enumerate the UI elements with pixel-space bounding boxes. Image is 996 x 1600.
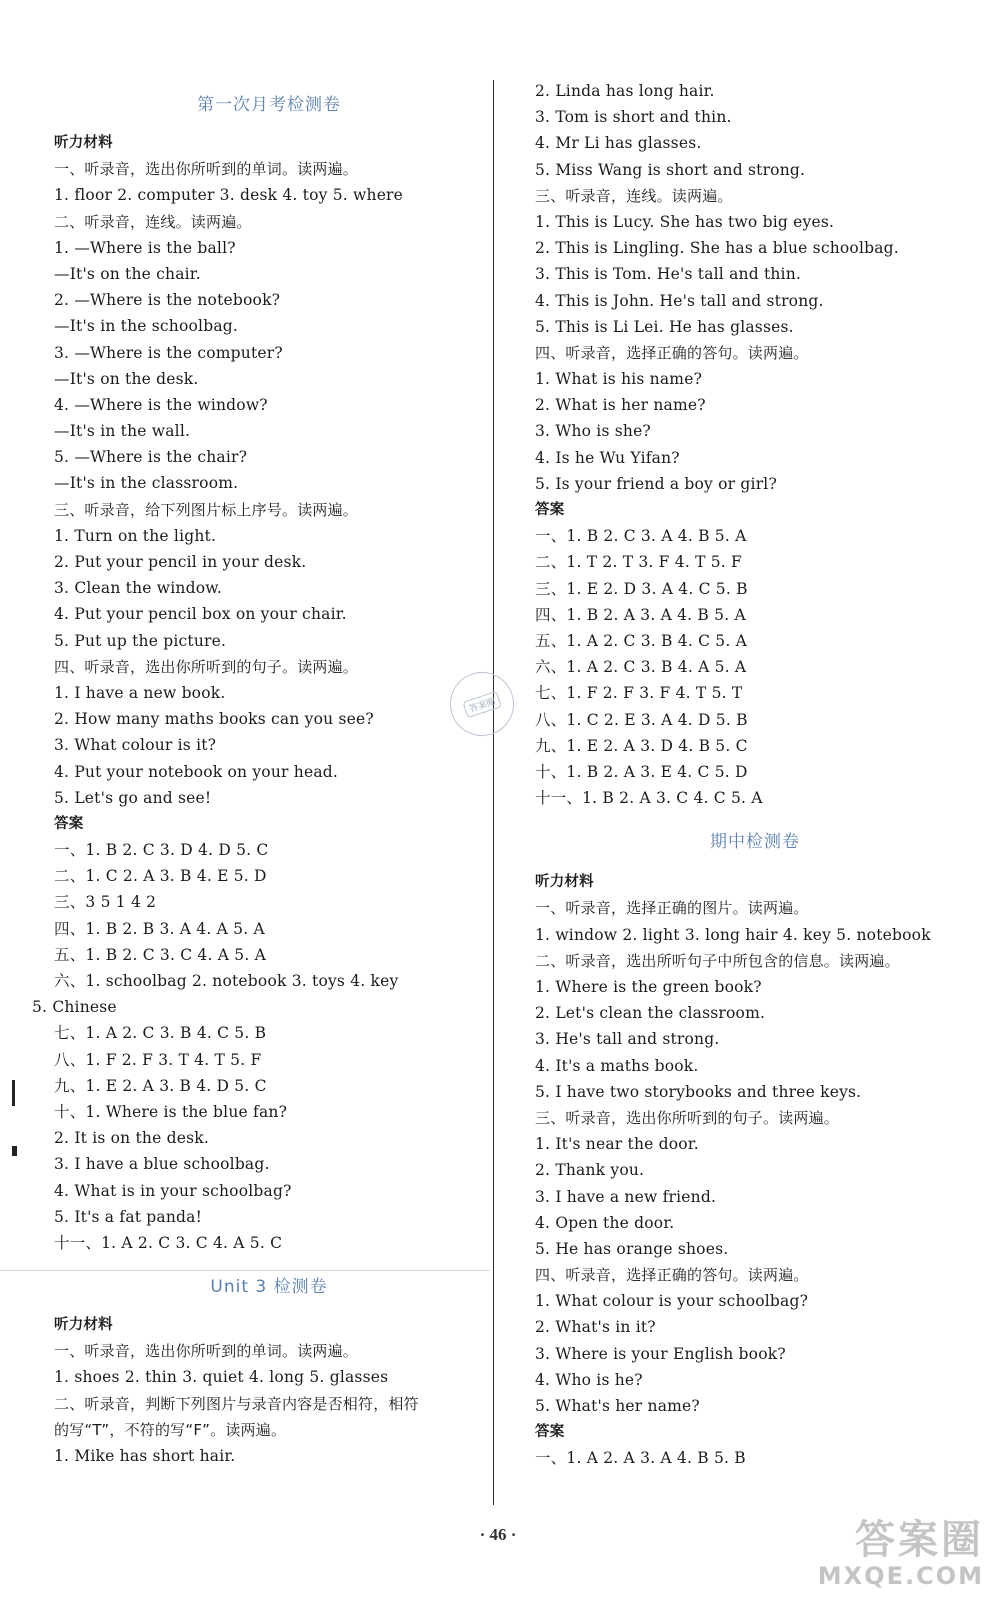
text-line: 5. —Where is the chair? <box>54 448 248 467</box>
text-line: 听力材料 <box>54 1317 113 1334</box>
text-line: 1. window 2. light 3. long hair 4. key 5. notebook <box>535 925 931 944</box>
text-line: 1. floor 2. computer 3. desk 4. toy 5. where <box>54 186 404 205</box>
text-line: 1. Turn on the light. <box>54 526 217 545</box>
text-line: 4. Who is he? <box>535 1370 643 1389</box>
left-lines-2 <box>54 1312 484 1469</box>
margin-mark <box>12 1080 15 1106</box>
text-line: 5. Put up the picture. <box>54 631 227 650</box>
text-line: 5. I have two storybooks and three keys. <box>535 1082 862 1101</box>
text-line: 答案 <box>535 502 565 518</box>
text-line: 3. Tom is short and thin. <box>535 108 732 127</box>
stamp-logo: 答案圈 <box>442 664 523 745</box>
text-line: 3. I have a new friend. <box>535 1187 717 1206</box>
text-line: 4. Open the door. <box>535 1213 675 1232</box>
text-line: 3. This is Tom. He's tall and thin. <box>535 265 802 284</box>
text-line: 4. This is John. He's tall and strong. <box>535 291 824 310</box>
text-line: 2. Thank you. <box>535 1161 645 1180</box>
text-line: 5. He has orange shoes. <box>535 1239 729 1258</box>
text-line: 2. It is on the desk. <box>54 1129 209 1148</box>
text-line: —It's on the chair. <box>54 264 201 283</box>
text-line: 3. Who is she? <box>535 422 651 441</box>
text-line: 3. Clean the window. <box>54 579 222 598</box>
text-line: 3. I have a blue schoolbag. <box>54 1155 270 1174</box>
text-line: 2. Put your pencil in your desk. <box>54 553 307 571</box>
right-lines <box>535 78 975 811</box>
text-line: —It's in the wall. <box>54 422 191 441</box>
text-line: 4. Put your pencil box on your chair. <box>54 605 347 624</box>
section-title-monthly-test: 第一次月考检测卷 <box>197 95 341 115</box>
text-line: 九、1. E 2. A 3. B 4. D 5. C <box>54 1076 267 1095</box>
text-line: 一、1. B 2. C 3. A 4. B 5. A <box>535 527 747 546</box>
text-line: 3. Where is your English book? <box>535 1344 786 1363</box>
text-line: 八、1. F 2. F 3. T 4. T 5. F <box>54 1050 262 1069</box>
right-column <box>535 78 975 1472</box>
text-line: 七、1. A 2. C 3. B 4. C 5. B <box>54 1024 267 1043</box>
text-line: 1. I have a new book. <box>54 683 226 702</box>
section-title-midterm-test: 期中检测卷 <box>710 832 800 853</box>
text-line: 二、1. C 2. A 3. B 4. E 5. D <box>54 867 267 886</box>
text-line: 1. —Where is the ball? <box>54 238 236 257</box>
text-line: 二、听录音，连线。读两遍。 <box>54 212 252 231</box>
text-line: 四、听录音，选出你所听到的句子。读两遍。 <box>54 657 359 676</box>
text-line: 5. Chinese <box>32 998 117 1017</box>
text-line: 一、听录音，选择正确的图片。读两遍。 <box>535 899 809 918</box>
text-line: 4. Mr Li has glasses. <box>535 134 702 153</box>
text-line: 四、1. B 2. B 3. A 4. A 5. A <box>54 919 265 938</box>
text-line: 六、1. schoolbag 2. notebook 3. toys 4. key <box>54 972 399 990</box>
text-line: 4. —Where is the window? <box>54 395 268 414</box>
text-line: 四、1. B 2. A 3. A 4. B 5. A <box>535 605 746 624</box>
text-line: 七、1. F 2. F 3. F 4. T 5. T <box>535 684 743 703</box>
text-line: 十一、1. B 2. A 3. C 4. C 5. A <box>535 789 763 808</box>
text-line: —It's in the schoolbag. <box>54 317 239 336</box>
text-line: 2. How many maths books can you see? <box>54 710 374 729</box>
text-line: 的写“T”，不符的写“F”。读两遍。 <box>54 1420 287 1439</box>
text-line: 1. What colour is your schoolbag? <box>535 1292 809 1311</box>
text-line: 三、听录音，连线。读两遍。 <box>535 186 733 205</box>
text-line: 5. What's her name? <box>535 1397 700 1415</box>
text-line: 五、1. A 2. C 3. B 4. C 5. A <box>535 631 747 650</box>
text-line: 六、1. A 2. C 3. B 4. A 5. A <box>535 658 747 677</box>
text-line: 2. What is her name? <box>535 396 706 415</box>
left-column <box>32 78 484 1469</box>
text-line: 2. —Where is the notebook? <box>54 291 281 310</box>
section-title-unit3-test: Unit 3 检测卷 <box>210 1277 328 1298</box>
text-line: 2. What's in it? <box>535 1318 656 1337</box>
text-line: 听力材料 <box>535 874 594 891</box>
text-line: 2. Linda has long hair. <box>535 82 715 100</box>
margin-mark <box>12 1146 17 1156</box>
text-line: 八、1. C 2. E 3. A 4. D 5. B <box>535 710 748 729</box>
text-line: 4. It's a maths book. <box>535 1056 699 1075</box>
text-line: 二、听录音，选出所听句子中所包含的信息。读两遍。 <box>535 951 900 970</box>
column-divider <box>493 80 494 1505</box>
text-line: 一、1. A 2. A 3. A 4. B 5. B <box>535 1449 746 1468</box>
text-line: 5. Is your friend a boy or girl? <box>535 474 777 493</box>
text-line: 五、1. B 2. C 3. C 4. A 5. A <box>54 945 266 964</box>
right-lines-2 <box>535 869 975 1471</box>
text-line: 2. Let's clean the classroom. <box>535 1004 766 1023</box>
text-line: 1. Mike has short hair. <box>54 1447 236 1465</box>
text-line: 答案 <box>535 1424 565 1441</box>
text-line: 三、3 5 1 4 2 <box>54 893 157 912</box>
text-line: 5. It's a fat panda! <box>54 1207 203 1226</box>
text-line: 三、1. E 2. D 3. A 4. C 5. B <box>535 579 748 598</box>
text-line: 3. What colour is it? <box>54 736 217 755</box>
text-line: 一、1. B 2. C 3. D 4. D 5. C <box>54 841 269 860</box>
text-line: 四、听录音，选择正确的答句。读两遍。 <box>535 1266 809 1285</box>
text-line: 十、1. B 2. A 3. E 4. C 5. D <box>535 762 748 781</box>
text-line: 九、1. E 2. A 3. D 4. B 5. C <box>535 736 748 755</box>
text-line: 十一、1. A 2. C 3. C 4. A 5. C <box>54 1233 283 1252</box>
section-separator <box>0 1270 490 1271</box>
text-line: 听力材料 <box>54 135 113 151</box>
text-line: 3. —Where is the computer? <box>54 343 283 362</box>
text-line: 1. It's near the door. <box>535 1135 699 1154</box>
text-line: 1. This is Lucy. She has two big eyes. <box>535 212 835 231</box>
page-number: · 46 · <box>479 1525 517 1544</box>
text-line: 一、听录音，选出你所听到的单词。读两遍。 <box>54 160 359 179</box>
text-line: 3. He's tall and strong. <box>535 1030 720 1049</box>
text-line: 十、1. Where is the blue fan? <box>54 1102 288 1121</box>
text-line: 四、听录音，选择正确的答句。读两遍。 <box>535 343 809 362</box>
text-line: 一、听录音，选出你所听到的单词。读两遍。 <box>54 1342 359 1361</box>
left-lines <box>32 130 484 1256</box>
text-line: 4. Is he Wu Yifan? <box>535 448 680 467</box>
text-line: 5. This is Li Lei. He has glasses. <box>535 317 794 336</box>
text-line: 4. What is in your schoolbag? <box>54 1181 292 1200</box>
text-line: —It's in the classroom. <box>54 474 239 493</box>
text-line: 5. Miss Wang is short and strong. <box>535 160 806 179</box>
text-line: —It's on the desk. <box>54 369 199 388</box>
text-line: 1. Where is the green book? <box>535 978 762 996</box>
text-line: 三、听录音，给下列图片标上序号。读两遍。 <box>54 500 359 519</box>
text-line: 三、听录音，选出你所听到的句子。读两遍。 <box>535 1108 840 1127</box>
text-line: 5. Let's go and see! <box>54 788 212 807</box>
text-line: 4. Put your notebook on your head. <box>54 762 339 781</box>
text-line: 1. What is his name? <box>535 370 703 389</box>
text-line: 1. shoes 2. thin 3. quiet 4. long 5. glasses <box>54 1368 389 1387</box>
text-line: 二、1. T 2. T 3. F 4. T 5. F <box>535 553 743 572</box>
text-line: 答案 <box>54 815 84 832</box>
text-line: 2. This is Lingling. She has a blue schoolbag. <box>535 239 899 258</box>
watermark-logo: 答案圈 MXQE.COM <box>817 1517 984 1590</box>
text-line: 二、听录音，判断下列图片与录音内容是否相符，相符 <box>54 1394 419 1413</box>
